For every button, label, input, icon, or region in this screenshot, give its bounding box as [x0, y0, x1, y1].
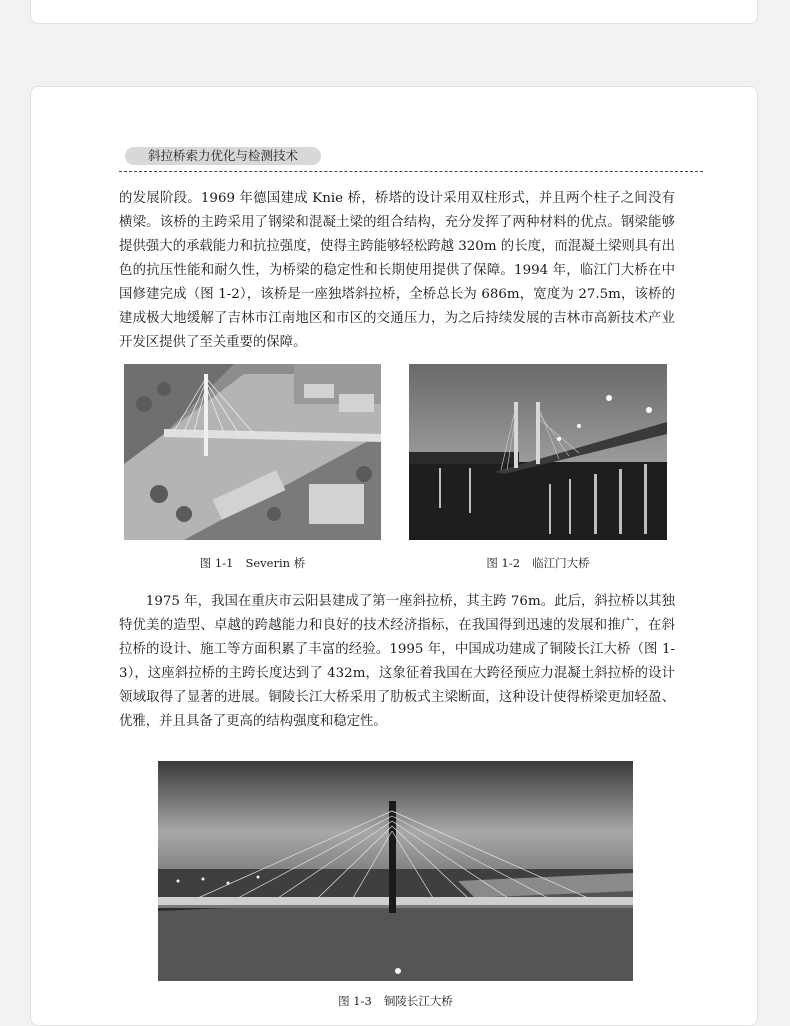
figure-1-1-number: 图 1-1 [199, 556, 234, 570]
figure-1-2-title: 临江门大桥 [532, 556, 590, 570]
figure-1-3-title: 铜陵长江大桥 [383, 994, 453, 1008]
figure-linjiangmen-bridge-photo [409, 364, 667, 540]
paragraph-2: 1975 年，我国在重庆市云阳县建成了第一座斜拉桥，其主跨 76m。此后，斜拉桥以其独特优美的造型、卓越的跨越能力和良好的技术经济指标，在我国得到迅速的发展和推广，在斜拉桥的设计、施工等方面积累了丰富的经验。1995 年，中国成功建成了铜陵长江大桥（图 1-3），这座斜拉桥的主跨长度达到了 432m，这象征着我国在大跨径预应力混凝土斜拉桥的设计领域取得了显著的进展。铜陵长江大桥采用了肋板式主梁断面，这种设计使得桥梁更加轻盈、优雅，并且具备了更高的结构强度和稳定性。 [119, 594, 675, 729]
running-header [119, 145, 703, 172]
figure-1-2-number: 图 1-2 [486, 556, 521, 570]
figure-1-2-caption [409, 555, 667, 571]
figure-1-1-title: Severin 桥 [245, 556, 306, 570]
figure-tongling-bridge-photo [158, 761, 633, 981]
document-page [30, 86, 758, 1026]
figure-1-3-caption [158, 993, 633, 1009]
figure-1-1-caption [124, 555, 381, 571]
figure-1-3-number: 图 1-3 [338, 994, 372, 1008]
previous-page-card [30, 0, 758, 24]
paragraph-1: 的发展阶段。1969 年德国建成 Knie 桥，桥塔的设计采用双柱形式，并且两个柱子之间没有横梁。该桥的主跨采用了钢梁和混凝土梁的组合结构，充分发挥了两种材料的优点。钢梁能够提供强大的承载能力和抗拉强度，使得主跨能够轻松跨越 320m 的长度，而混凝土梁则具有出色的抗压性能和耐久性，为桥梁的稳定性和长期使用提供了保障。1994 年，临江门大桥在中国修建完成（图 1-2），该桥是一座独塔斜拉桥，全桥总长为 686m，宽度为 27.5m，该桥的建成极大地缓解了吉林市江南地区和市区的交通压力，为之后持续发展的吉林市高新技术产业开发区提供了至关重要的保障。 [119, 191, 675, 350]
book-title-label: 斜拉桥索力优化与检测技术 [125, 147, 321, 165]
figure-severin-bridge-photo [124, 364, 381, 540]
